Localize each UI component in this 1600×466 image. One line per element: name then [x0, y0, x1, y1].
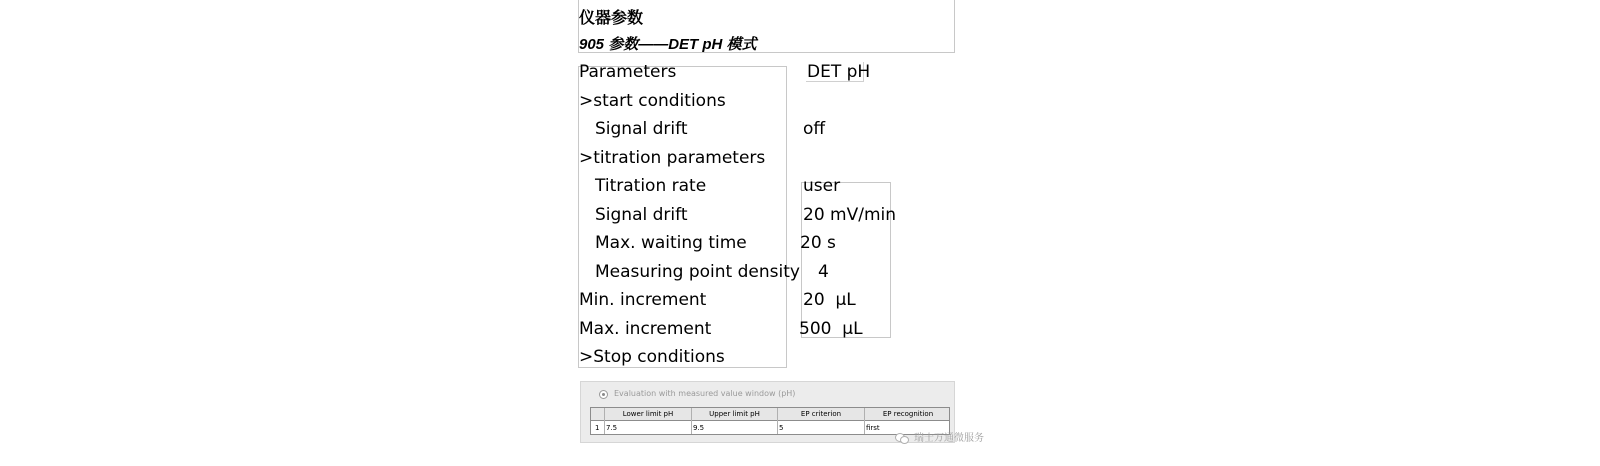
- table-cell-ep-recognition[interactable]: first: [866, 424, 880, 432]
- parameters-header-label: Parameters: [579, 62, 677, 82]
- table-cell-lower-limit[interactable]: 7.5: [606, 424, 618, 432]
- param-value-max-waiting-time: 20 s: [800, 233, 836, 253]
- column-header-ep-criterion[interactable]: EP criterion: [777, 408, 864, 421]
- table-cell-upper-limit[interactable]: 9.5: [693, 424, 705, 432]
- param-label-titration-parameters: >titration parameters: [579, 148, 766, 168]
- watermark-text: 瑞士万通微服务: [914, 433, 984, 444]
- evaluation-caption: Evaluation with measured value window (pH): [614, 389, 796, 398]
- page-title: 仪器参数: [579, 8, 644, 27]
- wechat-icon: [895, 433, 907, 443]
- evaluation-radio-button[interactable]: [599, 390, 608, 399]
- column-header-ep-recognition[interactable]: EP recognition: [864, 408, 951, 421]
- param-label-max-waiting-time: Max. waiting time: [595, 233, 747, 253]
- param-label-signal-drift-start: Signal drift: [595, 119, 688, 139]
- page-subtitle: 905 参数——DET pH 模式: [579, 36, 757, 53]
- column-header-upper-limit[interactable]: Upper limit pH: [691, 408, 777, 421]
- param-label-stop-conditions: >Stop conditions: [579, 347, 725, 367]
- parameters-header-value: DET pH: [807, 62, 871, 82]
- param-value-titration-rate: user: [803, 176, 841, 196]
- column-header-lower-limit[interactable]: Lower limit pH: [604, 408, 691, 421]
- param-value-measuring-point-density: 4: [818, 262, 829, 282]
- evaluation-table-header: [591, 408, 949, 421]
- param-label-max-increment: Max. increment: [579, 319, 712, 339]
- table-cell-ep-criterion[interactable]: 5: [779, 424, 784, 432]
- param-value-max-increment: 500 µL: [799, 319, 863, 339]
- param-value-min-increment: 20 µL: [803, 290, 856, 310]
- param-value-signal-drift-start: off: [803, 119, 826, 139]
- param-label-titration-rate: Titration rate: [595, 176, 707, 196]
- param-label-min-increment: Min. increment: [579, 290, 707, 310]
- watermark: [895, 429, 984, 444]
- table-row-index: 1: [595, 424, 600, 432]
- param-label-signal-drift: Signal drift: [595, 205, 688, 225]
- param-value-signal-drift: 20 mV/min: [803, 205, 897, 225]
- param-label-start-conditions: >start conditions: [579, 91, 726, 111]
- param-label-measuring-point-density: Measuring point density: [595, 262, 800, 282]
